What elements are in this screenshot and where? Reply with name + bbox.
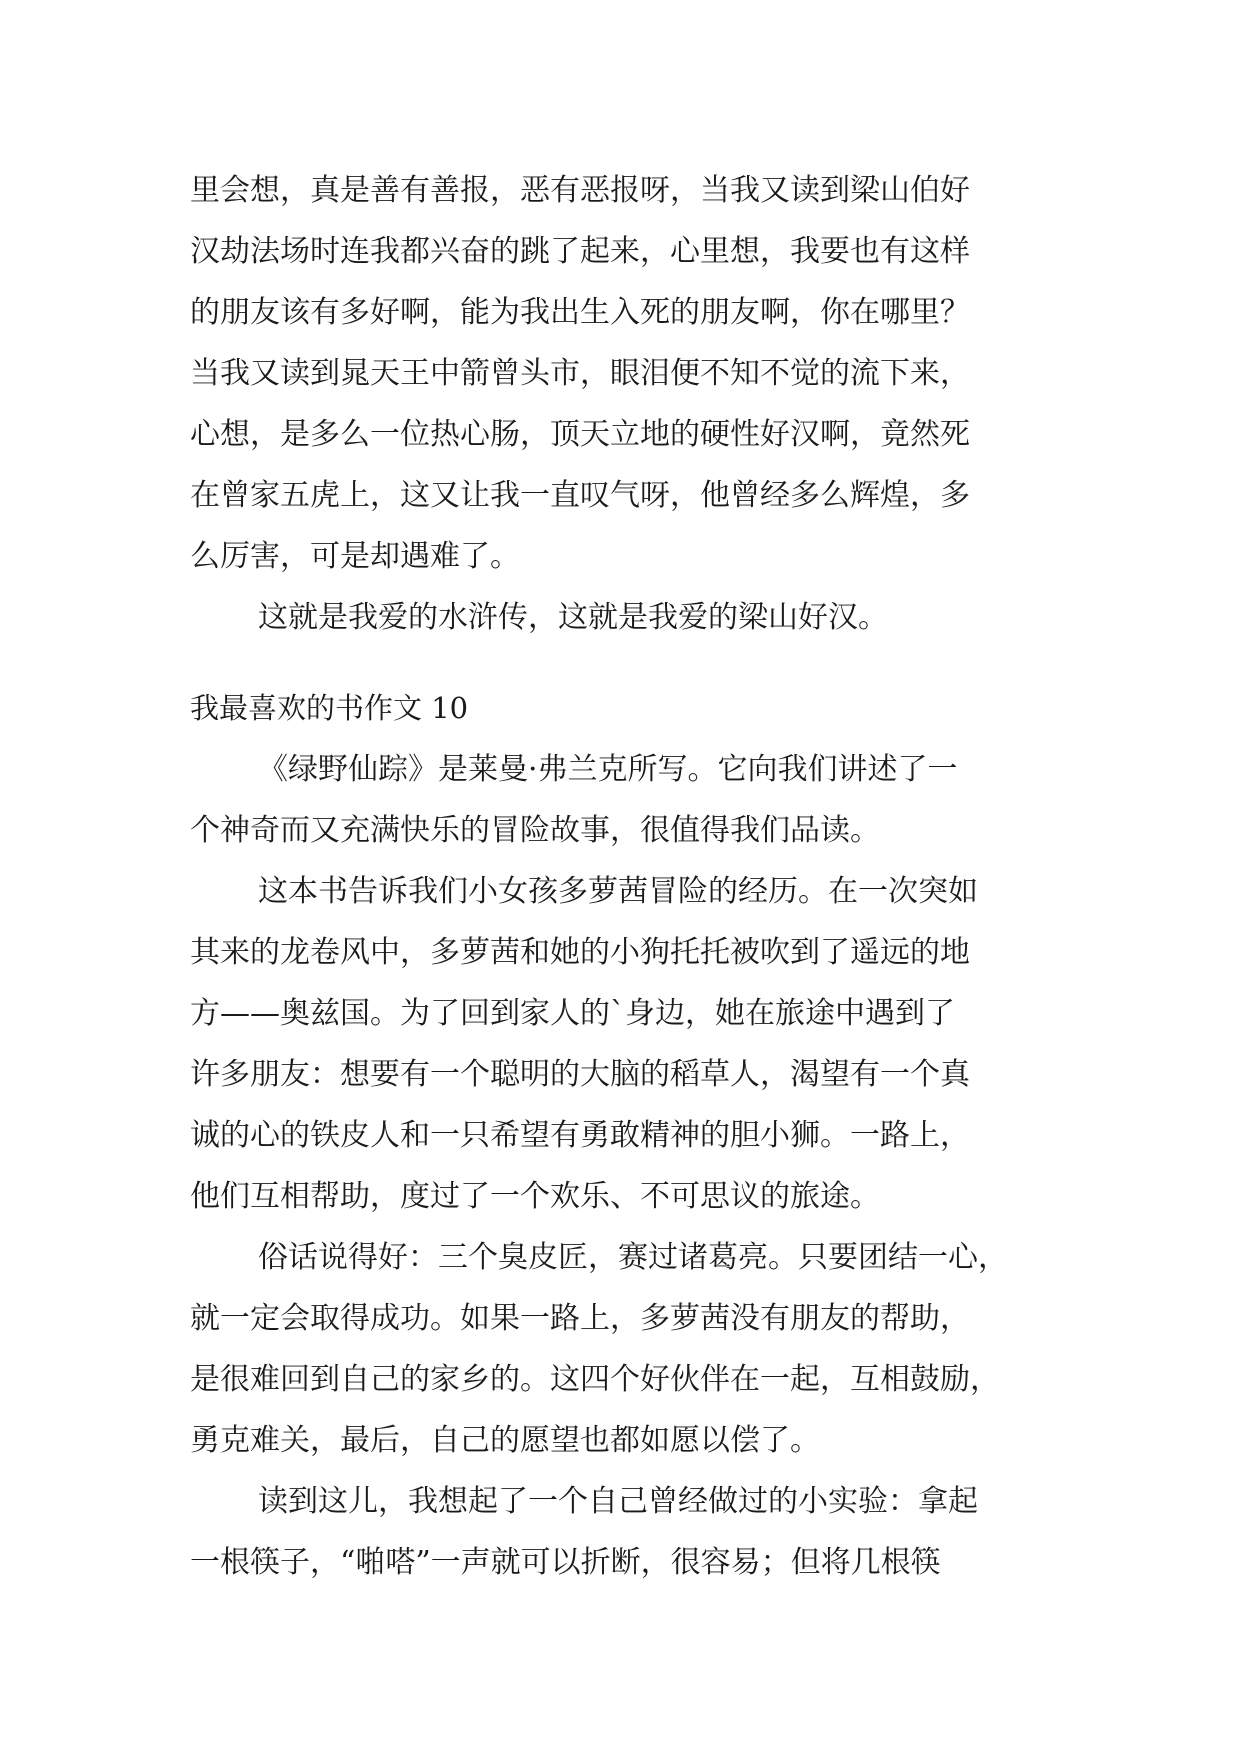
text-line: 个神奇而又充满快乐的冒险故事，很值得我们品读。 bbox=[190, 813, 880, 848]
text-line: 读到这儿，我想起了一个自己曾经做过的小实验：拿起 bbox=[258, 1484, 978, 1519]
text-line: 是很难回到自己的家乡的。这四个好伙伴在一起，互相鼓励， bbox=[190, 1362, 1000, 1397]
paragraph bbox=[190, 160, 1070, 587]
text-line: 心想，是多么一位热心肠，顶天立地的硬性好汉啊，竟然死 bbox=[190, 417, 970, 452]
text-line: 汉劫法场时连我都兴奋的跳了起来，心里想，我要也有这样 bbox=[190, 234, 970, 269]
text-line: 其来的龙卷风中，多萝茜和她的小狗托托被吹到了遥远的地 bbox=[190, 935, 970, 970]
text-line: 么厉害，可是却遇难了。 bbox=[190, 539, 520, 574]
section-gap bbox=[190, 648, 1070, 678]
text-line: 这本书告诉我们小女孩多萝茜冒险的经历。在一次突如 bbox=[258, 874, 978, 909]
document-page bbox=[190, 160, 1070, 1593]
text-line: 许多朋友：想要有一个聪明的大脑的稻草人，渴望有一个真 bbox=[190, 1057, 970, 1092]
text-line: 方——奥兹国。为了回到家人的`身边，她在旅途中遇到了 bbox=[190, 996, 955, 1031]
text-line: 在曾家五虎上，这又让我一直叹气呀，他曾经多么辉煌，多 bbox=[190, 478, 970, 513]
text-line: 这就是我爱的水浒传，这就是我爱的梁山好汉。 bbox=[258, 600, 888, 635]
text-line: 他们互相帮助，度过了一个欢乐、不可思议的旅途。 bbox=[190, 1179, 880, 1214]
essay-heading: 我最喜欢的书作文 10 bbox=[190, 691, 469, 725]
paragraph bbox=[190, 1227, 1070, 1471]
text-line: 俗话说得好：三个臭皮匠，赛过诸葛亮。只要团结一心， bbox=[258, 1240, 1008, 1275]
text-line: 一根筷子，“啪嗒”一声就可以折断，很容易；但将几根筷 bbox=[190, 1545, 941, 1580]
section-after bbox=[190, 739, 1070, 1593]
text-line: 诚的心的铁皮人和一只希望有勇敢精神的胆小狮。一路上， bbox=[190, 1118, 970, 1153]
paragraph bbox=[190, 587, 1070, 648]
text-line: 里会想，真是善有善报，恶有恶报呀，当我又读到梁山伯好 bbox=[190, 173, 970, 208]
text-line: 勇克难关，最后，自己的愿望也都如愿以偿了。 bbox=[190, 1423, 820, 1458]
text-line: 《绿野仙踪》是莱曼·弗兰克所写。它向我们讲述了一 bbox=[258, 752, 958, 787]
section-before bbox=[190, 160, 1070, 648]
paragraph bbox=[190, 739, 1070, 861]
text-line: 就一定会取得成功。如果一路上，多萝茜没有朋友的帮助， bbox=[190, 1301, 970, 1336]
paragraph bbox=[190, 861, 1070, 1227]
paragraph bbox=[190, 1471, 1070, 1593]
text-line: 的朋友该有多好啊，能为我出生入死的朋友啊，你在哪里？ bbox=[190, 295, 970, 330]
text-line: 当我又读到晁天王中箭曾头市，眼泪便不知不觉的流下来， bbox=[190, 356, 970, 391]
